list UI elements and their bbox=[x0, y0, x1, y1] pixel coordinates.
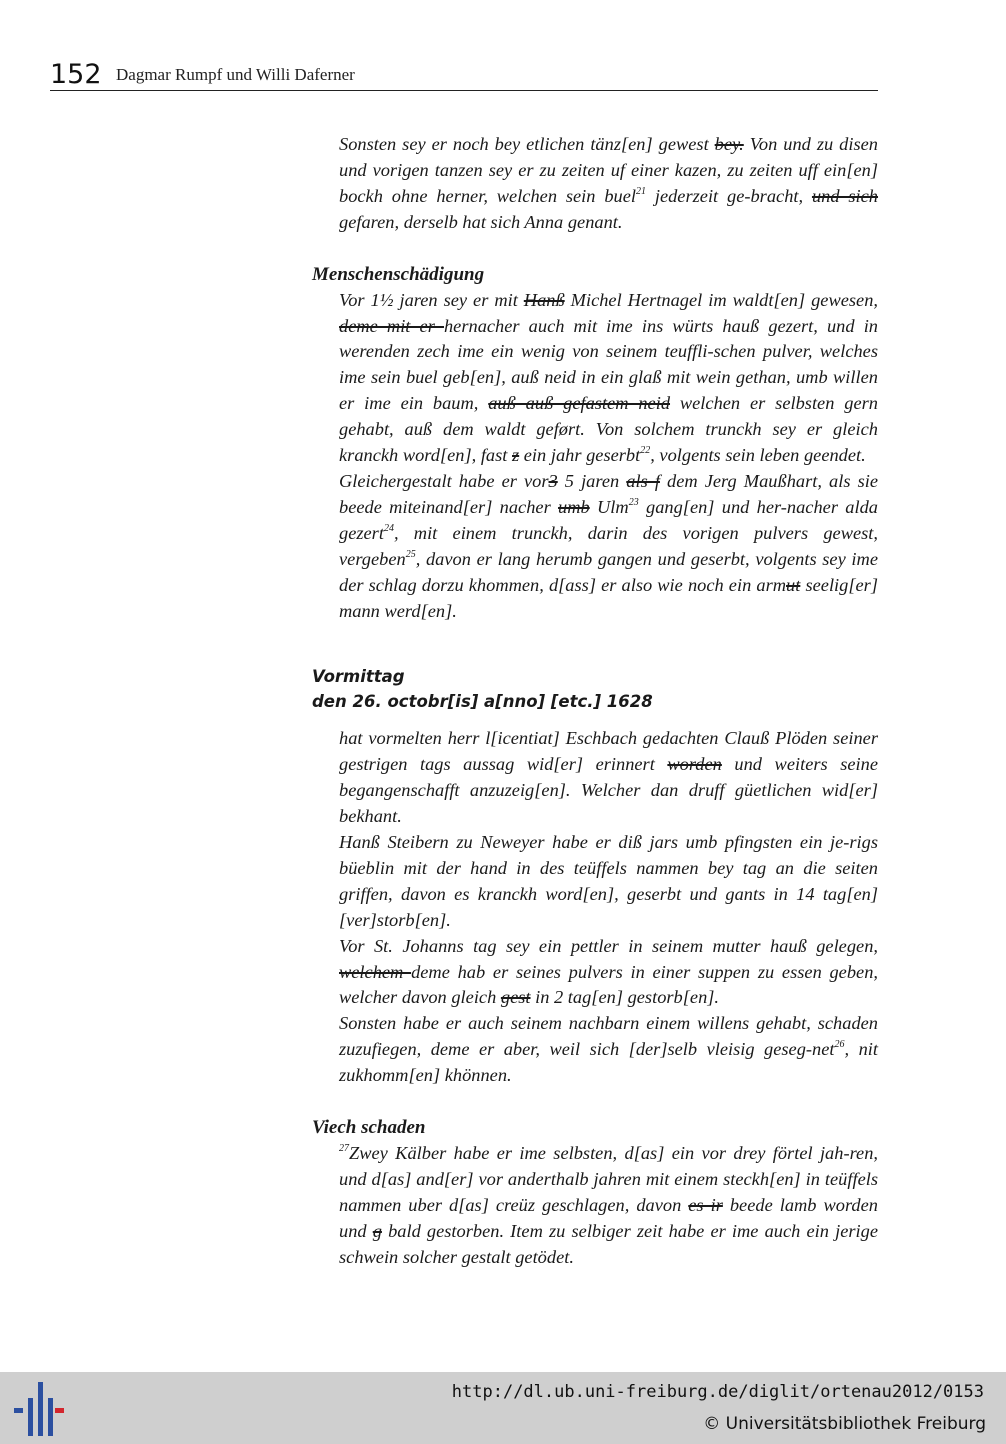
text: Sonsten habe er auch seinem nachbarn einem willens gehabt, schaden zuzufiegen, deme er aber, weil sich [der]selb vleisig geseg-net bbox=[339, 1013, 878, 1060]
paragraph-3 bbox=[339, 469, 878, 624]
text: bald gestorben. Item zu selbiger zeit habe er ime auch ein jerige schwein solcher gestalt getödet. bbox=[339, 1220, 879, 1267]
struck-text: ut bbox=[786, 574, 801, 595]
struck-text: g bbox=[372, 1220, 382, 1241]
section-heading-menschenschaedigung: Menschenschädigung bbox=[312, 263, 485, 285]
text: Vor St. Johanns tag sey ein pettler in seinem mutter hauß gelegen, bbox=[339, 935, 878, 956]
paragraph-7 bbox=[339, 1011, 878, 1089]
text: Ulm bbox=[589, 496, 629, 517]
struck-text: gest bbox=[500, 987, 531, 1008]
document-body bbox=[312, 132, 878, 1271]
paragraph-8 bbox=[339, 1141, 878, 1271]
struck-text: als f bbox=[626, 470, 660, 491]
section-heading-date: den 26. octobr[is] a[nno] [etc.] 1628 bbox=[312, 692, 653, 712]
struck-text: umb bbox=[558, 496, 590, 517]
paragraph-4 bbox=[339, 726, 878, 830]
struck-text: auß auß gefastem neid bbox=[488, 393, 671, 414]
paragraph-2 bbox=[339, 288, 878, 469]
footnote-ref: 23 bbox=[628, 496, 639, 508]
struck-text: worden bbox=[667, 754, 722, 775]
text: seelig[er] mann werd[en]. bbox=[339, 574, 878, 621]
footnote-ref: 27 bbox=[339, 1142, 349, 1154]
ub-freiburg-logo-icon bbox=[14, 1382, 64, 1436]
text: deme hab er seines pulvers in einer suppen zu essen geben, welcher davon gleich bbox=[339, 961, 878, 1008]
text: , davon er lang herumb gangen und geserbt, volgents sey ime der schlag dorzu khommen, d[ass] er also wie noch ein arm bbox=[339, 548, 878, 595]
running-head: Dagmar Rumpf und Willi Daferner bbox=[116, 65, 355, 84]
text: Michel Hertnagel im waldt[en] gewesen, bbox=[564, 289, 878, 310]
text: Hanß Steibern zu Neweyer habe er diß jars umb pfingsten ein je-rigs büeblin mit der hand in des teüffels nammen bey tag an die seiten griffen, davon es kranckh word[en], geserbt und gants in 14 tag[en] [ver]storb[en]. bbox=[339, 832, 878, 930]
struck-text: Hanß bbox=[523, 289, 565, 310]
text: , nit zukhomm[en] khönnen. bbox=[339, 1039, 878, 1086]
text: Vor 1½ jaren sey er mit bbox=[339, 289, 524, 310]
document-url-link[interactable]: http://dl.ub.uni-freiburg.de/diglit/ortenau2012/0153 bbox=[451, 1382, 984, 1402]
paragraph-5 bbox=[339, 830, 878, 934]
text: Sonsten sey er noch bey etlichen tänz[en] gewest bbox=[339, 134, 715, 154]
text: , volgents sein leben geendet. bbox=[650, 445, 866, 466]
text: Gleichergestalt habe er vor bbox=[339, 470, 549, 491]
text: dem Jerg Maußhart, als sie beede miteinand[er] nacher bbox=[339, 470, 878, 517]
struck-text: welchem bbox=[339, 961, 412, 982]
footnote-ref: 25 bbox=[405, 548, 416, 560]
paragraph-6 bbox=[339, 934, 878, 1012]
footnote-ref: 26 bbox=[834, 1039, 845, 1051]
text: in 2 tag[en] gestorb[en]. bbox=[530, 987, 720, 1008]
struck-text: es ir bbox=[688, 1194, 723, 1215]
text: ein jahr geserbt bbox=[519, 445, 641, 466]
text: gang[en] und her-nacher alda gezert bbox=[339, 496, 878, 543]
struck-text: bey. bbox=[714, 134, 744, 154]
text: Zwey Kälber habe er ime selbsten, d[as] ein vor drey förtel jah-ren, und d[as] and[er] vor anderthalb jahren mit einem steckh[en] in teüffels nammen uber d[as] creüz geschlagen, davon bbox=[339, 1143, 878, 1215]
section-heading-viech-schaden: Viech schaden bbox=[312, 1117, 426, 1139]
viewer-footer bbox=[0, 1372, 1006, 1444]
page-number: 152 bbox=[50, 59, 102, 90]
struck-text: z bbox=[512, 445, 520, 466]
paragraph-1 bbox=[339, 132, 878, 236]
struck-text: 3 bbox=[548, 470, 558, 491]
copyright-notice: © Universitätsbibliothek Freiburg bbox=[703, 1414, 986, 1434]
footnote-ref: 24 bbox=[383, 522, 394, 534]
text: hernacher auch mit ime ins würts hauß gezert, und in werenden zech ime ein wenig von seinem teuffli-schen pulver, welches ime sein buel geb[en], auß neid in ein glaß mit wein gethan, umb willen er ime ein baum, bbox=[339, 315, 878, 414]
footnote-ref: 21 bbox=[636, 185, 646, 197]
text: beede lamb worden und bbox=[339, 1194, 878, 1241]
struck-text: deme mit er bbox=[339, 315, 444, 336]
struck-text: und sich bbox=[811, 185, 879, 206]
footnote-ref: 22 bbox=[640, 444, 651, 456]
text: 5 jaren bbox=[557, 470, 627, 491]
text: , mit einem trunckh, darin des vorigen pulvers gewest, vergeben bbox=[339, 522, 878, 569]
text: hat vormelten herr l[icentiat] Eschbach gedachten Clauß Plöden seiner gestrigen tags aussag wid[er] erinnert bbox=[339, 728, 878, 775]
text: und weiters seine begangenschafft anzuzeig[en]. Welcher dan druff güetlichen wid[er] bekhant. bbox=[339, 754, 879, 827]
text: gefaren, derselb hat sich Anna genant. bbox=[339, 211, 623, 232]
section-heading-vormittag: Vormittag bbox=[312, 667, 405, 687]
page-header bbox=[50, 60, 878, 91]
text: Von und zu disen und vorigen tanzen sey er zu zeiten uf einer kazen, zu zeiten uff ein[en] bockh ohne herner, welchen sein buel bbox=[339, 134, 878, 206]
text: welchen er selbsten gern gehabt, auß dem waldt geført. Von solchem trunckh sey er gleich kranckh word[en], fast bbox=[339, 393, 878, 466]
text: jederzeit ge-bracht, bbox=[646, 185, 812, 206]
